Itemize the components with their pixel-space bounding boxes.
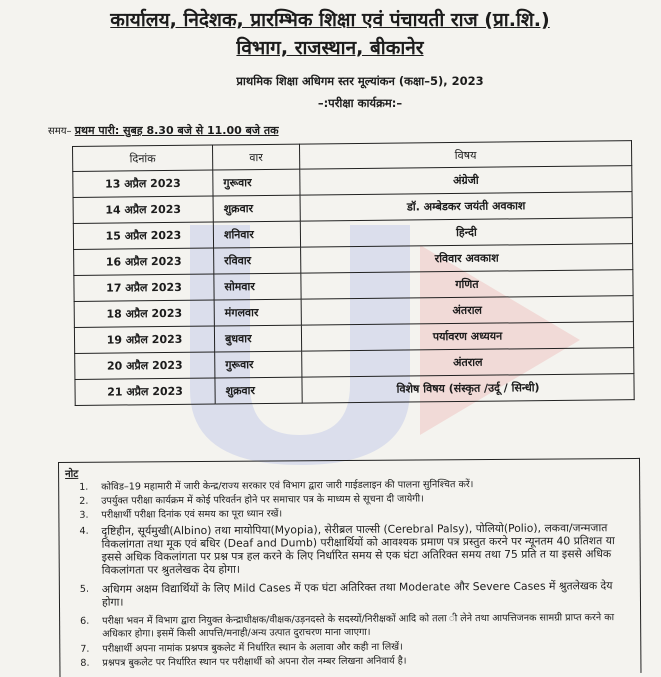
date-cell: 15 अप्रैल 2023: [73, 222, 213, 249]
header-day: वार: [212, 144, 299, 170]
day-cell: बुधवार: [214, 325, 301, 352]
subject-cell: पर्यावरण अध्ययन: [301, 322, 633, 351]
note-text: अधिगम अक्षम विद्यार्थियों के लिए Mild Cases में एक घंटा अतिरिक्त तथा Moderate और Severe Cases में श्रुतलेखक देय होगा।: [101, 579, 613, 609]
notes-title: नोट: [65, 468, 79, 480]
date-cell: 17 अप्रैल 2023: [74, 274, 214, 301]
note-number: 5.: [79, 583, 90, 595]
note-number: 8.: [80, 657, 90, 669]
day-cell: मंगलवार: [214, 299, 301, 326]
exam-subtitle: प्राथमिक शिक्षा अधिगम स्तर मूल्यांकन (कक्षा–5), 2023: [236, 74, 484, 88]
day-cell: रविवार: [214, 247, 301, 274]
day-cell: गुरूवार: [215, 351, 302, 378]
day-cell: शुक्रवार: [215, 377, 302, 404]
note-text: प्रश्नपत्र बुकलेट पर निर्धारित स्थान पर परीक्षार्थी को अपना रोल नम्बर लिखना अनिवार्य है।: [102, 655, 407, 669]
date-cell: 19 अप्रैल 2023: [74, 326, 214, 353]
notes-box: [58, 458, 641, 677]
note-number: 3.: [79, 509, 89, 521]
day-cell: सोमवार: [214, 273, 301, 300]
note-item: [80, 611, 632, 641]
table-row: [75, 374, 634, 406]
date-cell: 16 अप्रैल 2023: [74, 248, 214, 275]
date-cell: 20 अप्रैल 2023: [75, 352, 215, 379]
note-number: 4.: [79, 525, 89, 537]
note-number: 2.: [79, 495, 89, 507]
day-cell: शनिवार: [213, 221, 300, 248]
time-label: समय–: [48, 126, 75, 137]
exam-time: [48, 123, 279, 138]
date-cell: 13 अप्रैल 2023: [73, 170, 213, 197]
note-number: 6.: [80, 615, 90, 627]
subject-cell: अंतराल: [302, 348, 634, 377]
note-item: [80, 653, 632, 670]
note-item: [79, 505, 631, 522]
date-cell: 14 अप्रैल 2023: [73, 196, 213, 223]
subject-cell: गणित: [301, 270, 633, 299]
note-item: [79, 521, 631, 577]
time-value: प्रथम पारी: सुबह 8.30 बजे से 11.00 बजे तक: [74, 124, 279, 137]
note-text: उपर्युक्त परीक्षा कार्यक्रम में कोई परिवर्तन होने पर समाचार पत्र के माध्यम से सूचना दी जायेगी।: [101, 493, 424, 507]
program-heading: –:परीक्षा कार्यक्रम:–: [317, 96, 403, 110]
office-title: कार्यालय, निदेशक, प्रारम्भिक शिक्षा एवं पंचायती राज (प्रा.शि.): [110, 9, 550, 31]
header-subject: विषय: [299, 141, 631, 169]
note-text: परीक्षा भवन में विभाग द्वारा नियुक्त केन्द्राधीक्षक/वीक्षक/उड़नदस्ते के सदस्यों/निरीक्षकों आदि को तला ी लेने तथा आपत्तिजनक सामग्री प्राप्त करने का अधिकार होगा। इसमें किसी आपत्ति/मनाही/अन्य उत्पात दुराचरण माना जाएगा।: [102, 612, 615, 640]
date-cell: 21 अप्रैल 2023: [75, 378, 215, 405]
day-cell: शुक्रवार: [213, 195, 300, 222]
note-text: कोविड–19 महामारी में जारी केन्द्र/राज्य सरकार एवं विभाग द्वारा जारी गाईडलाइन की पालना सुनिश्चित करें।: [101, 479, 474, 493]
header-date: दिनांक: [73, 145, 213, 171]
day-cell: गुरूवार: [213, 169, 300, 196]
note-text: परीक्षार्थी अपना नामांक प्रश्नपत्र बुकलेट में निर्धारित स्थान के अलावा और कही ना लिखें।: [102, 641, 403, 655]
subject-cell: हिन्दी: [300, 218, 632, 247]
note-item: [80, 579, 632, 609]
note-number: 7.: [80, 643, 90, 655]
subject-cell: रविवार अवकाश: [301, 244, 633, 273]
note-text: परीक्षार्थी परीक्षा दिनांक एवं समय का पूरा ध्यान रखें।: [101, 508, 283, 521]
subject-cell: अंग्रेजी: [300, 166, 632, 195]
date-cell: 18 अप्रैल 2023: [74, 300, 214, 327]
subject-cell: डॉ. अम्बेडकर जयंती अवकाश: [300, 192, 632, 221]
note-number: 1.: [79, 481, 89, 493]
subject-cell: विशेष विषय (संस्कृत /उर्दू / सिन्धी): [302, 374, 634, 403]
schedule-table: [72, 140, 635, 406]
department-title: विभाग, राजस्थान, बीकानेर: [236, 37, 424, 59]
note-text: दृष्टिहीन, सूर्यमुखी(Albino) तथा मायोपिया(Myopia), सेरीब्रल पाल्सी (Cerebral Palsy), पोलियो(Polio), लकवा/जन्मजात विकलांगता तथा मूक एवं बधिर (Deaf and Dumb) परीक्षार्थियों को आवश्यक प्रमाण पत्र प्रस्तुत करने पर न्यूनतम 40 प्रतिशत या इससे अधिक विकलांगता पर प्रश्न पत्र हल करने के लिए निर्धारित समय से एक घंटा अतिरिक्त समय तथा 75 प्रति त या इससे अधिक विकलांगता पर श्रुतलेखक देय होगा।: [101, 521, 615, 577]
subject-cell: अंतराल: [301, 296, 633, 325]
